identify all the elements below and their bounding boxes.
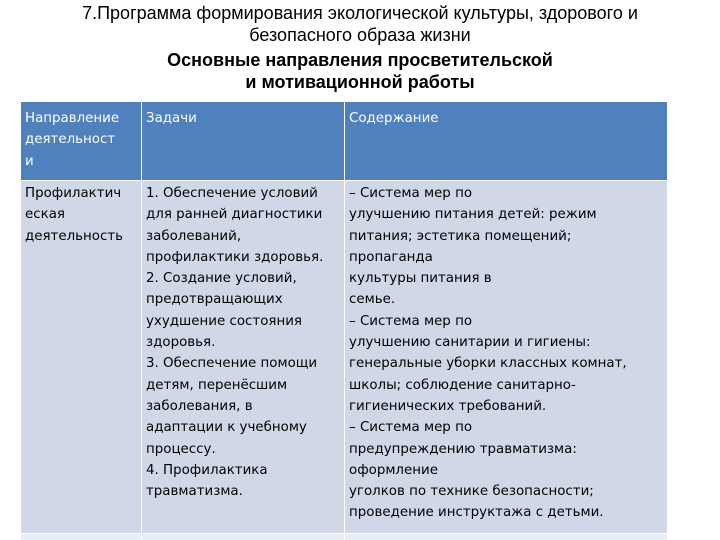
header-content: Содержание	[345, 102, 668, 181]
subtitle-line-2: и мотивационной работы	[245, 72, 475, 92]
title-line-1: 7.Программа формирования экологической культуры, здорового и	[82, 3, 638, 23]
work-directions-table	[20, 101, 668, 540]
empty-cell	[345, 534, 668, 540]
table-header-row	[21, 102, 668, 181]
cell-tasks: 1. Обеспечение условий для ранней диагностики заболеваний, профилактики здоровья. 2. Создание условий, предотвращающих ухудшение состояния здоровья. 3. Обеспечение помощи детям, перенёсшим заболевания, в адаптации к учебному процессу. 4. Профилактика травматизма.	[142, 181, 345, 534]
table-row-empty	[21, 534, 668, 540]
slide-title	[0, 0, 720, 93]
title-line-2: безопасного образа жизни	[249, 25, 471, 45]
table-row	[21, 181, 668, 534]
cell-direction: Профилактич eская деятельность	[21, 181, 142, 534]
cell-content: – Система мер по улучшению питания детей: режим питания; эстетика помещений; пропаганда культуры питания в семье. – Система мер по улучшению санитарии и гигиены: генеральные уборки классных комнат, школы; соблюдение санитарно- гигиенических требований. – Система мер по предупреждению травматизма: оформление уголков по технике безопасности; проведение инструктажа с детьми.	[345, 181, 668, 534]
empty-cell	[21, 534, 142, 540]
empty-cell	[142, 534, 345, 540]
header-direction: Направление деятельност и	[21, 102, 142, 181]
header-tasks: Задачи	[142, 102, 345, 181]
subtitle-line-1: Основные направления просветительской	[167, 50, 553, 70]
